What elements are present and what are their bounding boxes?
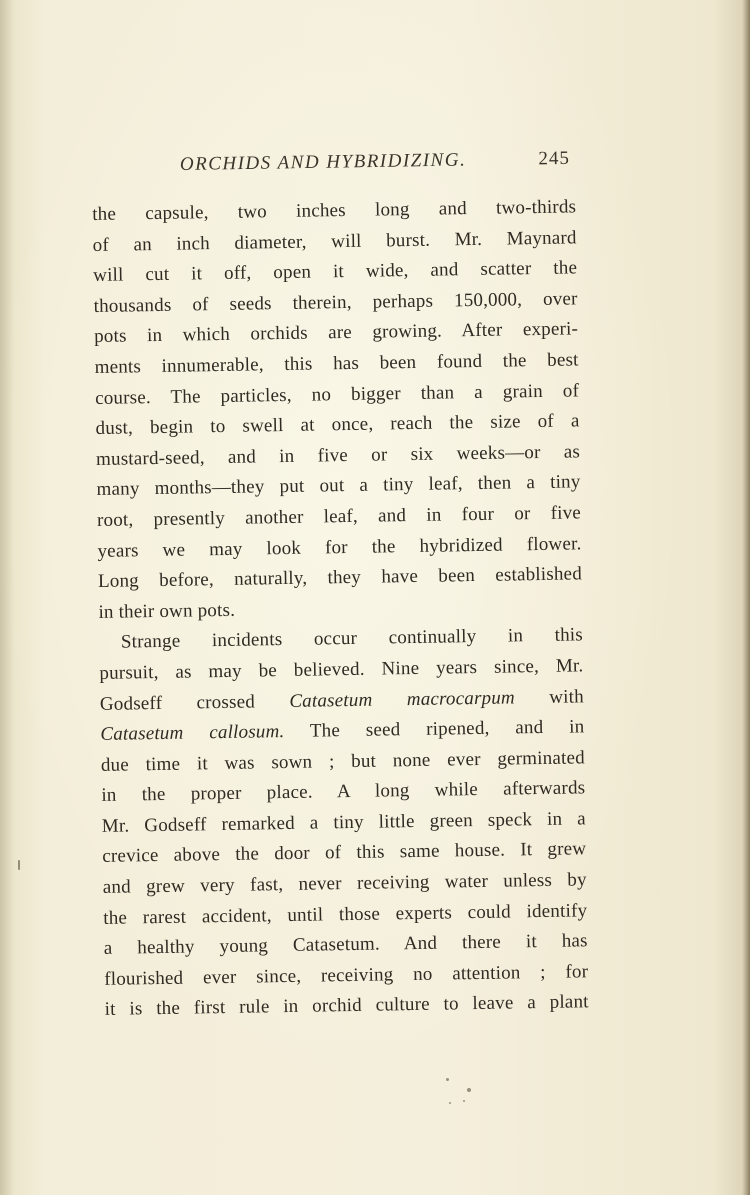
text-line: pursuit, as may be believed. Nine years since, Mr. [99,655,584,684]
text-line: thousands of seeds therein, perhaps 150,000, over [93,288,578,317]
paper-speck [449,1102,451,1104]
text-line: in the proper place. A long while afterwards [101,777,586,807]
text-line: due time it was sown ; but none ever germinated [100,747,585,776]
text-line: Strange incidents occur continually in this [120,624,584,653]
text-line: course. The particles, no bigger than a grain of [94,379,580,409]
text-line: Mr. Godseff remarked a tiny little green speck in a [101,808,586,837]
gutter-shadow [0,0,14,1195]
running-head: ORCHIDS AND HYBRIDIZING. [179,149,467,175]
page-header [180,148,580,184]
paper-speck [463,1100,465,1102]
text-run: with [549,685,585,708]
text-line: crevice above the door of this same house. It grew [102,838,587,868]
text-line: of an inch diameter, will burst. Mr. Maynard [92,226,577,256]
text-line: and grew very fast, never receiving water unless by [102,869,587,898]
text-line: many months—they put out a tiny leaf, then a tiny [96,471,581,501]
text-run: Godseff crossed [99,691,256,715]
paper-speck [467,1088,471,1092]
body-text [92,192,589,1026]
page-number: 245 [538,147,571,170]
text-line: a healthy young Catasetum. And there it has [103,930,588,960]
text-line: years we may look for the hybridized flower. [97,532,582,562]
page-edge [742,0,750,1195]
text-line: the capsule, two inches long and two-thirds [92,196,577,225]
text-line: pots in which orchids are growing. After experi- [93,318,579,348]
text-line: root, presently another leaf, and in four or five [96,502,582,531]
text-line: mustard-seed, and in five or six weeks—or as [95,441,581,470]
text-line: flourished ever since, receiving no attention ; for [104,961,589,990]
text-line: in their own pots. [98,599,236,623]
text-run: The seed ripened, and in [309,716,585,742]
text-line: dust, begin to swell at once, reach the size of a [95,410,580,440]
text-line: the rarest accident, until those experts could identify [103,899,588,929]
species-name: Catasetum macrocarpum [289,686,516,712]
species-name: Catasetum callosum. [100,721,285,746]
text-line: will cut it off, open it wide, and scatter the [93,257,578,287]
text-line: ments innumerable, this has been found the best [94,349,579,378]
text-line: Long before, naturally, they have been established [97,563,583,593]
paper-speck [18,860,20,870]
paper-speck [446,1078,449,1081]
text-line: it is the first rule in orchid culture to leave a plant [104,991,589,1021]
